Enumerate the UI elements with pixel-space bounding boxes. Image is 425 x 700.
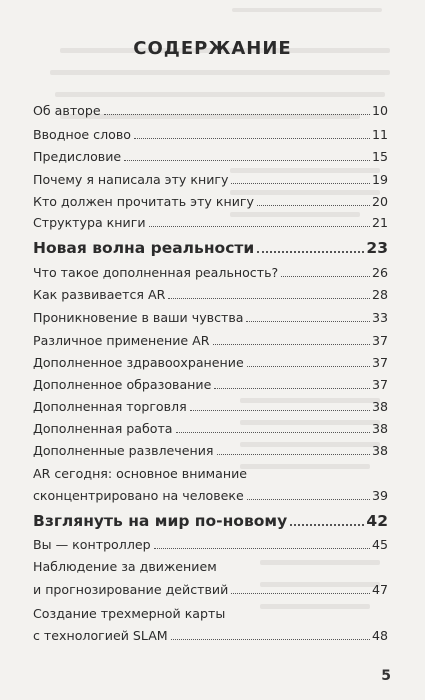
- page-title: СОДЕРЖАНИЕ: [133, 38, 292, 59]
- dot-leader: [124, 160, 370, 161]
- toc-entry-label: Как развивается AR: [33, 287, 166, 302]
- dot-leader: [168, 298, 370, 299]
- toc-entry-label: Создание трехмерной карты: [33, 606, 226, 621]
- toc-entry[interactable]: [33, 334, 388, 348]
- toc-entry-page: 10: [371, 103, 388, 118]
- dot-leader: [171, 639, 370, 640]
- toc-chapter-page: 42: [366, 512, 388, 530]
- toc-entry[interactable]: [33, 311, 388, 325]
- dot-leader: [257, 205, 370, 206]
- toc-entry[interactable]: [33, 356, 388, 370]
- toc-entry-page: 39: [371, 488, 388, 503]
- dot-leader: [231, 183, 369, 184]
- toc-entry-label: Наблюдение за движением: [33, 559, 217, 574]
- toc-entry[interactable]: [33, 104, 388, 118]
- toc-entry-page: 37: [371, 333, 388, 348]
- toc-entry-label: Что такое дополненная реальность?: [33, 265, 279, 280]
- dot-leader: [231, 593, 370, 594]
- toc-entry-label: Дополненные развлечения: [33, 443, 214, 458]
- toc-entry[interactable]: [33, 150, 388, 164]
- toc-entry[interactable]: [33, 216, 388, 230]
- dot-leader: [214, 388, 370, 389]
- toc-entry-first-line[interactable]: [33, 560, 388, 574]
- dot-leader: [154, 548, 370, 549]
- dot-leader: [290, 524, 364, 526]
- toc-entry-label: Об авторе: [33, 103, 101, 118]
- toc-entry-label: Кто должен прочитать эту книгу: [33, 194, 254, 209]
- toc-entry-label: Предисловие: [33, 149, 122, 164]
- toc-entry-page: 38: [371, 443, 388, 458]
- dot-leader: [134, 138, 370, 139]
- toc-entry[interactable]: [33, 128, 388, 142]
- toc-entry-label: Структура книги: [33, 215, 146, 230]
- dot-leader: [247, 499, 370, 500]
- toc-entry-page: 26: [371, 265, 388, 280]
- dot-leader: [246, 321, 370, 322]
- toc-entry-label: Дополненное здравоохранение: [33, 355, 244, 370]
- dot-leader: [213, 344, 370, 345]
- toc-entry-page: 48: [371, 628, 388, 643]
- toc-entry-page: 28: [371, 287, 388, 302]
- dot-leader: [247, 366, 370, 367]
- toc-entry-label: Проникновение в ваши чувства: [33, 310, 244, 325]
- toc-entry-page: 38: [371, 399, 388, 414]
- toc-entry[interactable]: [33, 489, 388, 503]
- dot-leader: [257, 251, 364, 253]
- toc-entry-page: 38: [371, 421, 388, 436]
- toc-entry-first-line[interactable]: [33, 467, 388, 481]
- toc-entry-label: Вводное слово: [33, 127, 131, 142]
- toc-entry-page: 11: [371, 127, 388, 142]
- toc-entry[interactable]: [33, 195, 388, 209]
- dot-leader: [104, 114, 370, 115]
- toc-entry-label: Различное применение AR: [33, 333, 210, 348]
- toc-entry-page: 47: [371, 582, 388, 597]
- toc-entry-label: Дополненная работа: [33, 421, 173, 436]
- toc-entry-page: 33: [371, 310, 388, 325]
- dot-leader: [217, 454, 370, 455]
- page-number: 5: [381, 668, 391, 684]
- toc-chapter-heading[interactable]: [33, 241, 388, 257]
- toc-entry[interactable]: [33, 266, 388, 280]
- toc-entry-label: Вы — контроллер: [33, 537, 151, 552]
- toc-entry-page: 45: [371, 537, 388, 552]
- toc-entry-page: 37: [371, 355, 388, 370]
- toc-entry-label: и прогнозирование действий: [33, 582, 229, 597]
- toc-entry-label: Почему я написала эту книгу: [33, 172, 229, 187]
- toc-entry-label: с технологией SLAM: [33, 628, 168, 643]
- toc-entry[interactable]: [33, 400, 388, 414]
- toc-entry[interactable]: [33, 288, 388, 302]
- dot-leader: [176, 432, 370, 433]
- dot-leader: [149, 226, 370, 227]
- toc-chapter-heading[interactable]: [33, 514, 388, 530]
- toc-entry[interactable]: [33, 583, 388, 597]
- toc-entry-page: 37: [371, 377, 388, 392]
- toc-entry-label: AR сегодня: основное внимание: [33, 466, 248, 481]
- toc-entry-page: 19: [371, 172, 388, 187]
- toc-entry-page: 20: [371, 194, 388, 209]
- toc-entry[interactable]: [33, 173, 388, 187]
- toc-entry-first-line[interactable]: [33, 607, 388, 621]
- toc-entry-label: сконцентрировано на человеке: [33, 488, 244, 503]
- toc-entry[interactable]: [33, 629, 388, 643]
- toc-chapter-label: Новая волна реальности: [33, 239, 255, 257]
- toc-chapter-page: 23: [366, 239, 388, 257]
- toc-chapter-label: Взглянуть на мир по-новому: [33, 512, 288, 530]
- dot-leader: [190, 410, 370, 411]
- toc-entry-label: Дополненное образование: [33, 377, 212, 392]
- toc-entry-page: 15: [371, 149, 388, 164]
- toc-entry[interactable]: [33, 444, 388, 458]
- toc-entry[interactable]: [33, 538, 388, 552]
- dot-leader: [281, 276, 370, 277]
- toc-entry[interactable]: [33, 378, 388, 392]
- toc-entry[interactable]: [33, 422, 388, 436]
- toc-entry-label: Дополненная торговля: [33, 399, 187, 414]
- toc-entry-page: 21: [371, 215, 388, 230]
